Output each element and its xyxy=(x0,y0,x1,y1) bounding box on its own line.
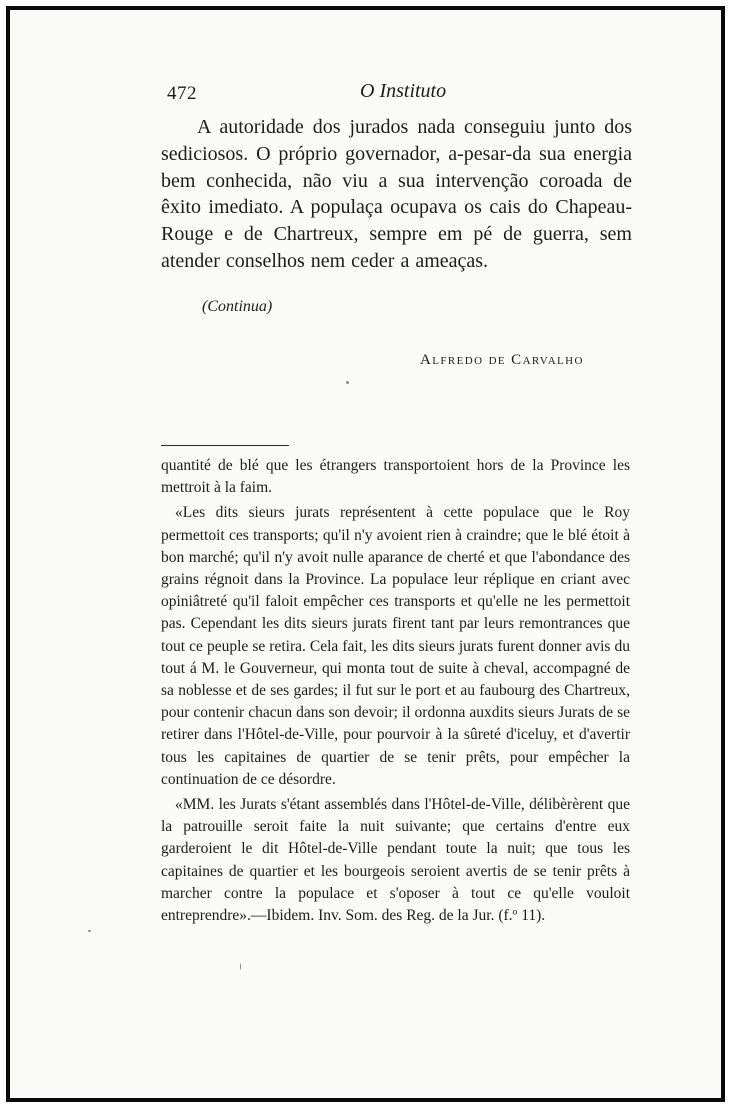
continua-note: (Continua) xyxy=(202,298,273,315)
author-signature: Alfredo de Carvalho xyxy=(420,352,584,368)
page-number: 472 xyxy=(167,83,197,104)
paper-speck xyxy=(88,930,91,932)
footnote xyxy=(161,455,630,930)
main-paragraph: A autoridade dos jurados nada conseguiu junto dos sediciosos. O próprio governador, a-pesar-da sua energia bem conhecida, não viu a sua intervenção coroada de êxito imediato. A populaça ocupava os cais do Chapeau-Rouge e de Chartreux, sempre em pé de guerra, sem atender conselhos nem ceder a ameaças. xyxy=(161,116,632,272)
main-text xyxy=(161,114,632,275)
running-title: O Instituto xyxy=(360,80,447,102)
footnote-divider xyxy=(161,445,289,446)
footnote-paragraph: quantité de blé que les étrangers transportoient hors de la Province les mettroit à la faim. xyxy=(161,457,630,497)
footnote-paragraph: «Les dits sieurs jurats représentent à cette populace que le Roy permettoit ces transports; qu'il n'y avoient rien à craindre; que le blé étoit à bon marché; qu'il n'y avoit nulle aparance de cherté et que l'abondance des grains régnoit dans la Province. La populace leur réplique en criant avec opiniâtreté qu'il faloit empêcher ces transports et qu'elle ne les permettoit pas. Cependant les dits sieurs jurats firent tant par leurs remontrances que tout ce peuple se retira. Cela fait, les dits sieurs jurats furent donner avis du tout á M. le Gouverneur, qui monta tout de suite à cheval, accompagné de sa noblesse et de ses gardes; il fut sur le port et au faubourg des Chartreux, pour contenir chacun dans son devoir; il ordonna auxdits sieurs Jurats de se retirer dans l'Hôtel-de-Ville, pour pourvoir à la sûreté d'iceluy, et d'avertir tous les capitaines de quartier de se tenir prêts, pour empêcher la continuation de ce désordre. xyxy=(161,504,630,788)
paper-speck xyxy=(240,963,241,970)
footnote-paragraph: «MM. les Jurats s'étant assemblés dans l'Hôtel-de-Ville, délibèrèrent que la patrouille seroit faite la nuit suivante; que certains d'entre eux garderoient le dit Hôtel-de-Ville pendant toute la nuit; que tous les capitaines de quartier et les bourgeois seroient avertis de se tenir prêts à marcher contre la populace et s'oposer à tout ce qu'elle vouloit entreprendre».—Ibidem. Inv. Som. des Reg. de la Jur. (f.º 11). xyxy=(161,796,630,925)
paper-speck xyxy=(346,381,349,384)
